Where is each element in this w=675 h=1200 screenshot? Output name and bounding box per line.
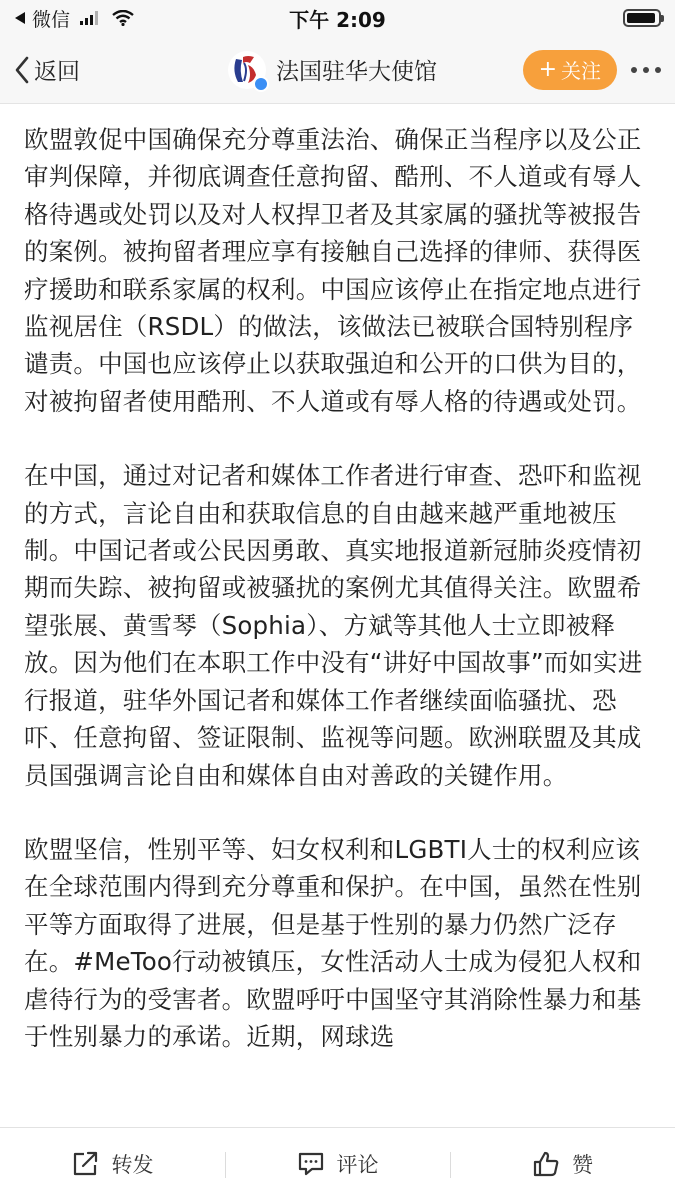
follow-button[interactable] — [523, 50, 617, 90]
repost-label: 转发 — [111, 1153, 154, 1177]
plus-icon: + — [538, 57, 557, 82]
bottom-toolbar — [0, 1127, 675, 1200]
verified-badge-icon — [253, 76, 269, 92]
dot-icon — [655, 67, 661, 73]
share-icon — [72, 1151, 100, 1177]
back-button[interactable] — [0, 36, 160, 103]
like-label: 赞 — [572, 1153, 593, 1177]
comment-label: 评论 — [336, 1153, 379, 1177]
back-to-app-icon[interactable] — [14, 11, 26, 25]
article-paragraph: 在中国，通过对记者和媒体工作者进行审查、恐吓和监视的方式，言论自由和获取信息的自由越来越严重地被压制。中国记者或公民因勇敢、真实地报道新冠肺炎疫情初期而失踪、被拘留或被骚扰的案例尤其值得关注。欧盟希望张展、黄雪琴（Sophia）、方斌等其他人士立即被释放。因为他们在本职工作中没有“讲好中国故事”而如实进行报道，驻华外国记者和媒体工作者继续面临骚扰、恐吓、任意拘留、签证限制、监视等问题。欧洲联盟及其成员国强调言论自由和媒体自由对善政的关键作用。 — [24, 461, 643, 790]
article-paragraph: 欧盟敦促中国确保充分尊重法治、确保正当程序以及公正审判保障，并彻底调查任意拘留、酷刑、不人道或有辱人格待遇或处罚以及对人权捍卫者及其家属的骚扰等被报告的案例。被拘留者理应享有接触自己选择的律师、获得医疗援助和联系家属的权利。中国应该停止在指定地点进行监视居住（RSDL）的做法，该做法已被联合国特别程序谴责。中国也应该停止以获取强迫和公开的口供为目的，对被拘留者使用酷刑、不人道或有辱人格的待遇或处罚。 — [24, 125, 642, 416]
wifi-icon — [112, 10, 134, 26]
nav-actions — [505, 50, 675, 90]
account-header[interactable] — [160, 51, 505, 89]
more-options-button[interactable] — [631, 50, 661, 90]
carrier-label: 微信 — [32, 8, 71, 31]
status-right — [441, 9, 661, 27]
cellular-signal-icon — [80, 11, 98, 25]
repost-button[interactable] — [0, 1128, 225, 1200]
thumbs-up-icon — [532, 1150, 560, 1178]
status-bar — [0, 0, 675, 36]
avatar[interactable] — [228, 51, 266, 89]
dot-icon — [631, 67, 637, 73]
chevron-left-icon — [14, 56, 30, 84]
follow-label: 关注 — [561, 59, 601, 83]
like-button[interactable] — [450, 1128, 675, 1200]
back-label: 返回 — [34, 59, 80, 85]
comment-button[interactable] — [225, 1128, 450, 1200]
comment-icon — [297, 1151, 325, 1177]
article-paragraph: 欧盟坚信，性别平等、妇女权利和LGBTI人士的权利应该在全球范围内得到充分尊重和保护。在中国，虽然在性别平等方面取得了进展，但是基于性别的暴力仍然广泛存在。#MeToo行动被镇压，女性活动人士成为侵犯人权和虐待行为的受害者。欧盟呼吁中国坚守其消除性暴力和基于性别暴力的承诺。近期，网球选 — [24, 834, 642, 1051]
status-left — [14, 5, 234, 32]
article-body[interactable] — [0, 105, 675, 1127]
battery-icon — [623, 9, 661, 27]
status-time: 下午 2:09 — [289, 7, 386, 32]
nav-bar — [0, 36, 675, 104]
page-title: 法国驻华大使馆 — [276, 59, 437, 85]
dot-icon — [643, 67, 649, 73]
